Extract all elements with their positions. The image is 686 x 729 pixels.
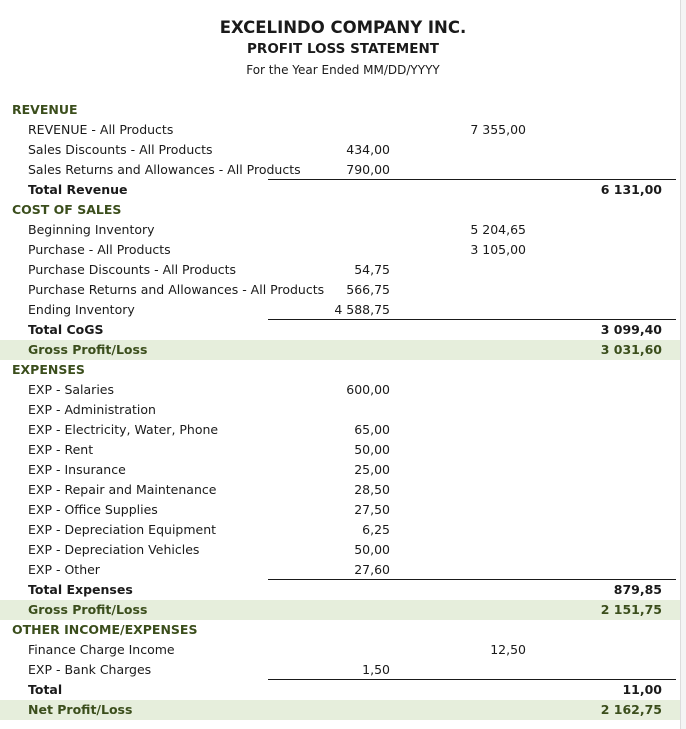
line-item (0, 460, 680, 480)
line-item-sub: 4 588,75 (334, 302, 390, 317)
line-item (0, 400, 680, 420)
net-profit-value: 2 162,75 (600, 702, 662, 717)
total-value: 6 131,00 (600, 182, 662, 197)
gross-profit-row (0, 600, 680, 620)
line-item-sub: 27,60 (354, 562, 390, 577)
total-value: 3 099,40 (600, 322, 662, 337)
total-value: 879,85 (613, 582, 662, 597)
line-item-label: Sales Returns and Allowances - All Products (28, 162, 301, 177)
section-title: COST OF SALES (12, 202, 122, 217)
net-profit-label: Net Profit/Loss (28, 702, 133, 717)
section-header-cost-of-sales (0, 200, 680, 220)
line-item-sub: 27,50 (354, 502, 390, 517)
gross-profit-label: Gross Profit/Loss (28, 342, 148, 357)
statement-period: For the Year Ended MM/DD/YYYY (246, 63, 440, 77)
line-item-label: EXP - Insurance (28, 462, 126, 477)
section-title: EXPENSES (12, 362, 85, 377)
line-item-sub: 434,00 (346, 142, 390, 157)
company-name: EXCELINDO COMPANY INC. (219, 18, 467, 37)
line-item (0, 560, 680, 580)
total-row-expenses (0, 580, 680, 600)
line-item-label: Purchase Discounts - All Products (28, 262, 237, 277)
line-item-label: Beginning Inventory (28, 222, 155, 237)
line-item-amount: 12,50 (490, 642, 526, 657)
total-row-revenue (0, 180, 680, 200)
line-item-sub: 50,00 (354, 542, 390, 557)
line-item-label: Purchase Returns and Allowances - All Products (28, 282, 325, 297)
line-item (0, 220, 680, 240)
line-item-amount: 3 105,00 (470, 242, 526, 257)
line-item (0, 420, 680, 440)
line-item-label: EXP - Administration (28, 402, 156, 417)
line-item (0, 380, 680, 400)
net-profit-row (0, 700, 680, 720)
line-item (0, 140, 680, 160)
line-item-sub: 25,00 (354, 462, 390, 477)
total-value: 11,00 (622, 682, 662, 697)
section-header-other (0, 620, 680, 640)
line-item-label: EXP - Depreciation Vehicles (28, 542, 200, 557)
line-item-label: EXP - Other (28, 562, 100, 577)
total-label: Total Revenue (28, 182, 128, 197)
gross-profit-value: 2 151,75 (600, 602, 662, 617)
line-item-sub: 54,75 (354, 262, 390, 277)
line-item (0, 660, 680, 680)
section-header-expenses (0, 360, 680, 380)
line-item-label: EXP - Salaries (28, 382, 114, 397)
line-item-label: Ending Inventory (28, 302, 135, 317)
line-item-label: REVENUE - All Products (28, 122, 174, 137)
sheet-margin (681, 0, 686, 729)
statement-title: PROFIT LOSS STATEMENT (247, 41, 439, 57)
line-item-label: EXP - Bank Charges (28, 662, 152, 677)
section-title: REVENUE (12, 102, 78, 117)
gross-profit-label: Gross Profit/Loss (28, 602, 148, 617)
section-title: OTHER INCOME/EXPENSES (12, 622, 198, 637)
line-item-sub: 28,50 (354, 482, 390, 497)
line-item-sub: 6,25 (362, 522, 390, 537)
line-item-sub: 50,00 (354, 442, 390, 457)
line-item-amount: 5 204,65 (470, 222, 526, 237)
line-item (0, 300, 680, 320)
line-item-sub: 1,50 (362, 662, 390, 677)
gross-profit-value: 3 031,60 (600, 342, 662, 357)
line-item-amount: 7 355,00 (470, 122, 526, 137)
total-row-cogs (0, 320, 680, 340)
line-item (0, 500, 680, 520)
total-label: Total CoGS (28, 322, 104, 337)
total-label: Total (28, 682, 63, 697)
line-item-label: EXP - Repair and Maintenance (28, 482, 217, 497)
line-item-label: Purchase - All Products (28, 242, 171, 257)
line-item (0, 240, 680, 260)
line-item (0, 280, 680, 300)
line-item (0, 260, 680, 280)
line-item (0, 640, 680, 660)
line-item-label: EXP - Depreciation Equipment (28, 522, 217, 537)
line-item (0, 540, 680, 560)
line-item-sub: 65,00 (354, 422, 390, 437)
line-item (0, 440, 680, 460)
line-item-label: Sales Discounts - All Products (28, 142, 213, 157)
line-item-label: EXP - Office Supplies (28, 502, 158, 517)
line-item (0, 120, 680, 140)
section-header-revenue (0, 100, 680, 120)
line-item-label: EXP - Electricity, Water, Phone (28, 422, 219, 437)
gross-profit-row (0, 340, 680, 360)
total-label: Total Expenses (28, 582, 133, 597)
line-item-sub: 600,00 (346, 382, 390, 397)
line-item-sub: 566,75 (346, 282, 390, 297)
line-item (0, 160, 680, 180)
total-row-other (0, 680, 680, 700)
line-item (0, 520, 680, 540)
line-item-sub: 790,00 (346, 162, 390, 177)
line-item (0, 480, 680, 500)
line-item-label: EXP - Rent (28, 442, 94, 457)
line-item-label: Finance Charge Income (28, 642, 175, 657)
